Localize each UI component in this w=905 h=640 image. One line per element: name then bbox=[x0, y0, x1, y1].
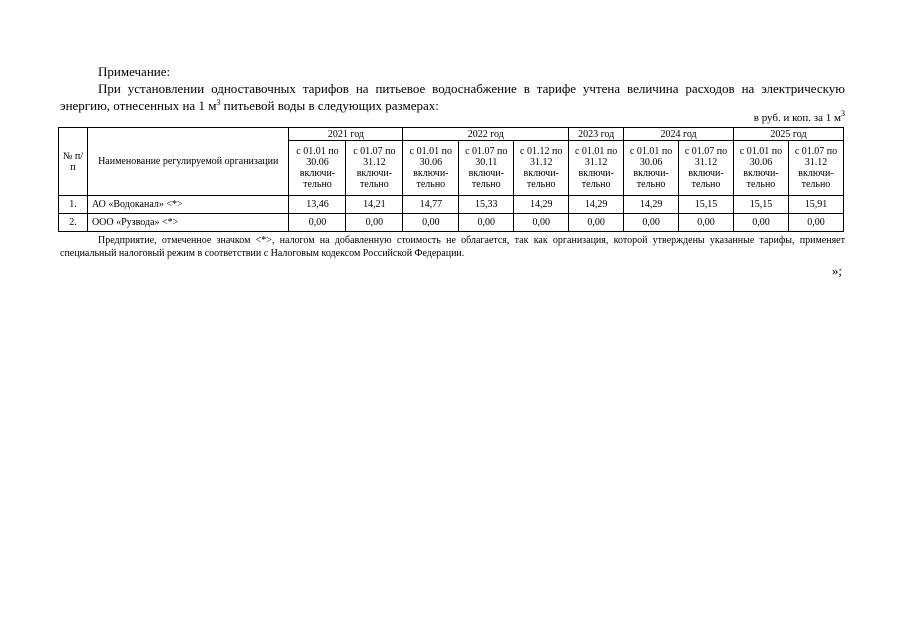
tariff-table bbox=[58, 127, 844, 232]
row-number: 2. bbox=[59, 214, 88, 232]
row-value: 13,46 bbox=[289, 196, 346, 214]
row-value: 14,21 bbox=[346, 196, 403, 214]
note-text-before: При установлении одноставочных тарифов на питьевое водоснабжение в тарифе учтена величина расходов на электрическую энергию, отнесенных на 1 м bbox=[60, 81, 845, 113]
header-period: с 01.07 по 31.12 включи-тельно bbox=[679, 141, 734, 196]
note-text-after: питьевой воды в следующих размерах: bbox=[220, 98, 439, 113]
row-value: 0,00 bbox=[624, 214, 679, 232]
header-year-2023: 2023 год bbox=[569, 128, 624, 141]
row-value: 15,33 bbox=[459, 196, 514, 214]
row-value: 14,29 bbox=[569, 196, 624, 214]
header-year-2025: 2025 год bbox=[733, 128, 843, 141]
note-superscript: 3 bbox=[216, 98, 221, 107]
row-value: 0,00 bbox=[289, 214, 346, 232]
row-value: 0,00 bbox=[733, 214, 788, 232]
header-period: с 01.01 по 30.06 включи-тельно bbox=[289, 141, 346, 196]
row-value: 0,00 bbox=[514, 214, 569, 232]
header-number: № п/п bbox=[59, 128, 88, 196]
header-year-2024: 2024 год bbox=[624, 128, 734, 141]
header-period: с 01.01 по 30.06 включи-тельно bbox=[733, 141, 788, 196]
header-period: с 01.01 по 31.12 включи-тельно bbox=[569, 141, 624, 196]
closing-quote: »; bbox=[831, 263, 842, 278]
row-value: 14,77 bbox=[403, 196, 459, 214]
table-row bbox=[59, 214, 844, 232]
header-year-2021: 2021 год bbox=[289, 128, 403, 141]
row-value: 0,00 bbox=[788, 214, 843, 232]
header-period: с 01.07 по 31.12 включи-тельно bbox=[346, 141, 403, 196]
row-value: 15,15 bbox=[679, 196, 734, 214]
row-number: 1. bbox=[59, 196, 88, 214]
row-organization: ООО «Рузвода» <*> bbox=[87, 214, 289, 232]
header-period: с 01.12 по 31.12 включи-тельно bbox=[514, 141, 569, 196]
header-period: с 01.01 по 30.06 включи-тельно bbox=[403, 141, 459, 196]
row-value: 0,00 bbox=[459, 214, 514, 232]
row-value: 0,00 bbox=[679, 214, 734, 232]
row-value: 0,00 bbox=[346, 214, 403, 232]
header-organization: Наименование регулируемой организации bbox=[87, 128, 289, 196]
header-period: с 01.01 по 30.06 включи-тельно bbox=[624, 141, 679, 196]
row-value: 0,00 bbox=[403, 214, 459, 232]
units-superscript: 3 bbox=[841, 109, 845, 118]
note-paragraph bbox=[60, 80, 845, 114]
footnote: Предприятие, отмеченное значком <*>, налогом на добавленную стоимость не облагается, так как организация, которой утверждены указанные тарифы, применяет специальный налоговый режим в соответствии с Налоговым кодексом Российской Федерации. bbox=[60, 235, 845, 259]
header-period: с 01.07 по 31.12 включи-тельно bbox=[788, 141, 843, 196]
row-organization: АО «Водоканал» <*> bbox=[87, 196, 289, 214]
header-period: с 01.07 по 30.11 включи-тельно bbox=[459, 141, 514, 196]
table-row bbox=[59, 196, 844, 214]
row-value: 14,29 bbox=[514, 196, 569, 214]
units-label bbox=[753, 109, 845, 124]
row-value: 14,29 bbox=[624, 196, 679, 214]
note-title: Примечание: bbox=[98, 64, 171, 79]
row-value: 0,00 bbox=[569, 214, 624, 232]
units-text: в руб. и коп. за 1 м bbox=[753, 112, 841, 124]
header-year-2022: 2022 год bbox=[403, 128, 569, 141]
row-value: 15,91 bbox=[788, 196, 843, 214]
row-value: 15,15 bbox=[733, 196, 788, 214]
